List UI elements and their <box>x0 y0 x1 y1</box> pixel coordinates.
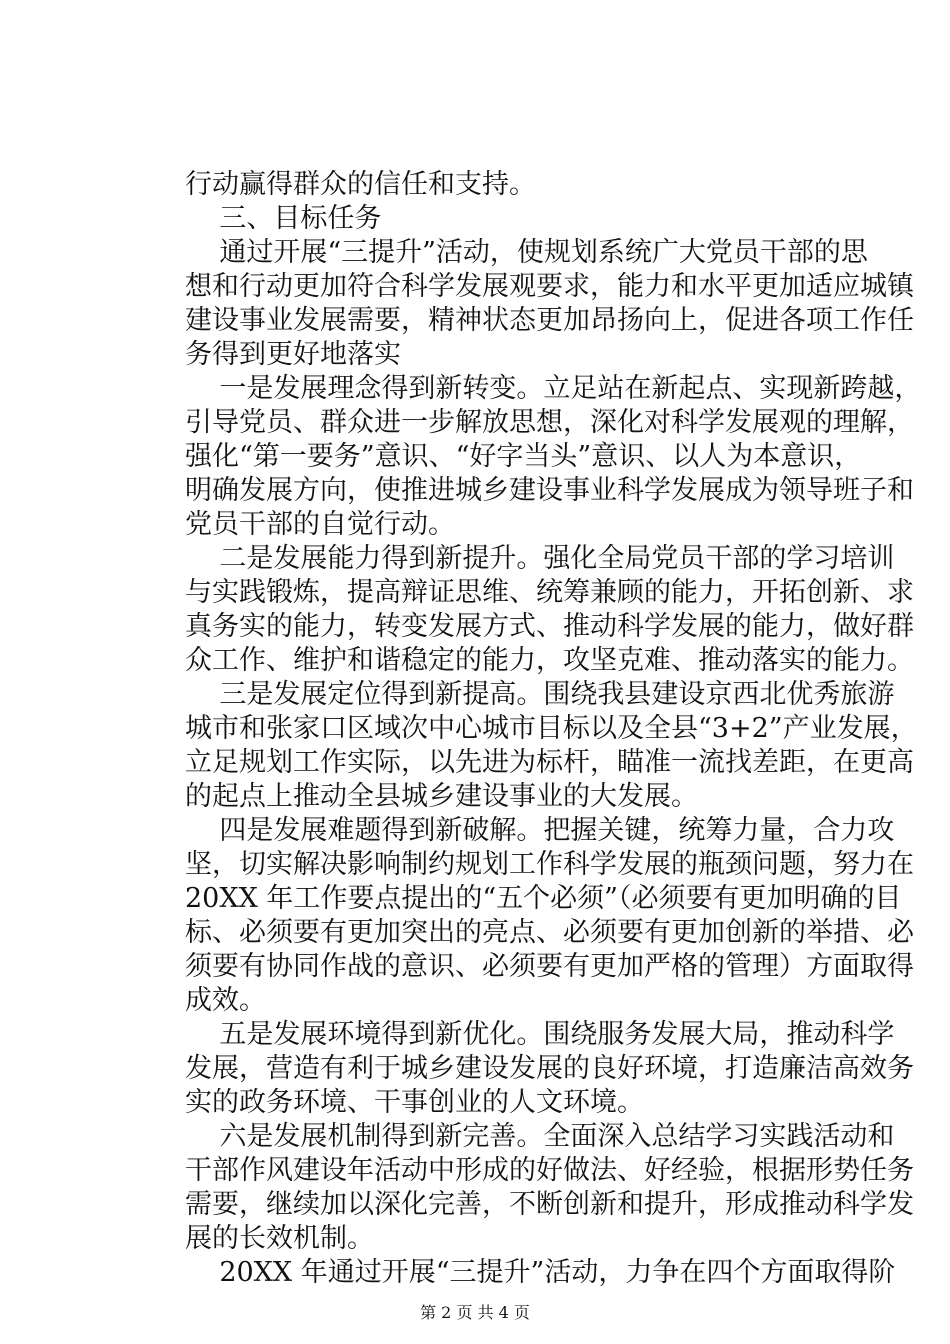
text-line: 标、必须要有更加突出的亮点、必须要有更加创新的举措、必 <box>185 917 914 948</box>
text-line: 展的长效机制。 <box>185 1223 374 1254</box>
text-line: 20XX 年工作要点提出的“五个必须”（必须要有更加明确的目 <box>185 883 902 914</box>
text-line: 建设事业发展需要，精神状态更加昂扬向上，促进各项工作任 <box>185 305 914 336</box>
text-line: 20XX 年通过开展“三提升”活动，力争在四个方面取得阶 <box>185 1257 896 1288</box>
text-line: 党员干部的自觉行动。 <box>185 509 455 540</box>
text-line: 实的政务环境、干事创业的人文环境。 <box>185 1087 644 1118</box>
section-heading: 三、目标任务 <box>185 203 382 234</box>
text-line: 坚，切实解决影响制约规划工作科学发展的瓶颈问题，努力在 <box>185 849 914 880</box>
text-line: 明确发展方向，使推进城乡建设事业科学发展成为领导班子和 <box>185 475 914 506</box>
text-line: 与实践锻炼，提高辩证思维、统筹兼顾的能力，开拓创新、求 <box>185 577 914 608</box>
text-line: 三是发展定位得到新提高。围绕我县建设京西北优秀旅游 <box>185 679 895 710</box>
text-line: 五是发展环境得到新优化。围绕服务发展大局，推动科学 <box>185 1019 895 1050</box>
text-line: 强化“第一要务”意识、“好字当头”意识、以人为本意识， <box>185 441 862 472</box>
text-line: 需要，继续加以深化完善，不断创新和提升，形成推动科学发 <box>185 1189 914 1220</box>
text-line: 的起点上推动全县城乡建设事业的大发展。 <box>185 781 698 812</box>
page-footer: 第 2 页 共 4 页 <box>420 1303 530 1322</box>
text-line: 发展，营造有利于城乡建设发展的良好环境，打造廉洁高效务 <box>185 1053 914 1084</box>
text-line: 干部作风建设年活动中形成的好做法、好经验，根据形势任务 <box>185 1155 914 1186</box>
text-line: 行动赢得群众的信任和支持。 <box>185 169 536 200</box>
text-line: 引导党员、群众进一步解放思想，深化对科学发展观的理解， <box>185 407 914 438</box>
text-line: 城市和张家口区域次中心城市目标以及全县“3+2”产业发展， <box>185 713 918 744</box>
text-line: 务得到更好地落实 <box>185 339 401 370</box>
text-line: 立足规划工作实际，以先进为标杆，瞄准一流找差距，在更高 <box>185 747 914 778</box>
text-line: 须要有协同作战的意识、必须要有更加严格的管理）方面取得 <box>185 951 914 982</box>
text-line: 二是发展能力得到新提升。强化全局党员干部的学习培训 <box>185 543 895 574</box>
text-line: 通过开展“三提升”活动，使规划系统广大党员干部的思 <box>185 237 868 268</box>
text-line: 想和行动更加符合科学发展观要求，能力和水平更加适应城镇 <box>185 271 914 302</box>
text-line: 真务实的能力，转变发展方式、推动科学发展的能力，做好群 <box>185 611 914 642</box>
text-line: 众工作、维护和谐稳定的能力，攻坚克难、推动落实的能力。 <box>185 645 914 676</box>
text-line: 一是发展理念得到新转变。立足站在新起点、实现新跨越， <box>185 373 922 404</box>
text-line: 六是发展机制得到新完善。全面深入总结学习实践活动和 <box>185 1121 895 1152</box>
text-line: 四是发展难题得到新破解。把握关键，统筹力量，合力攻 <box>185 815 895 846</box>
text-line: 成效。 <box>185 985 266 1016</box>
